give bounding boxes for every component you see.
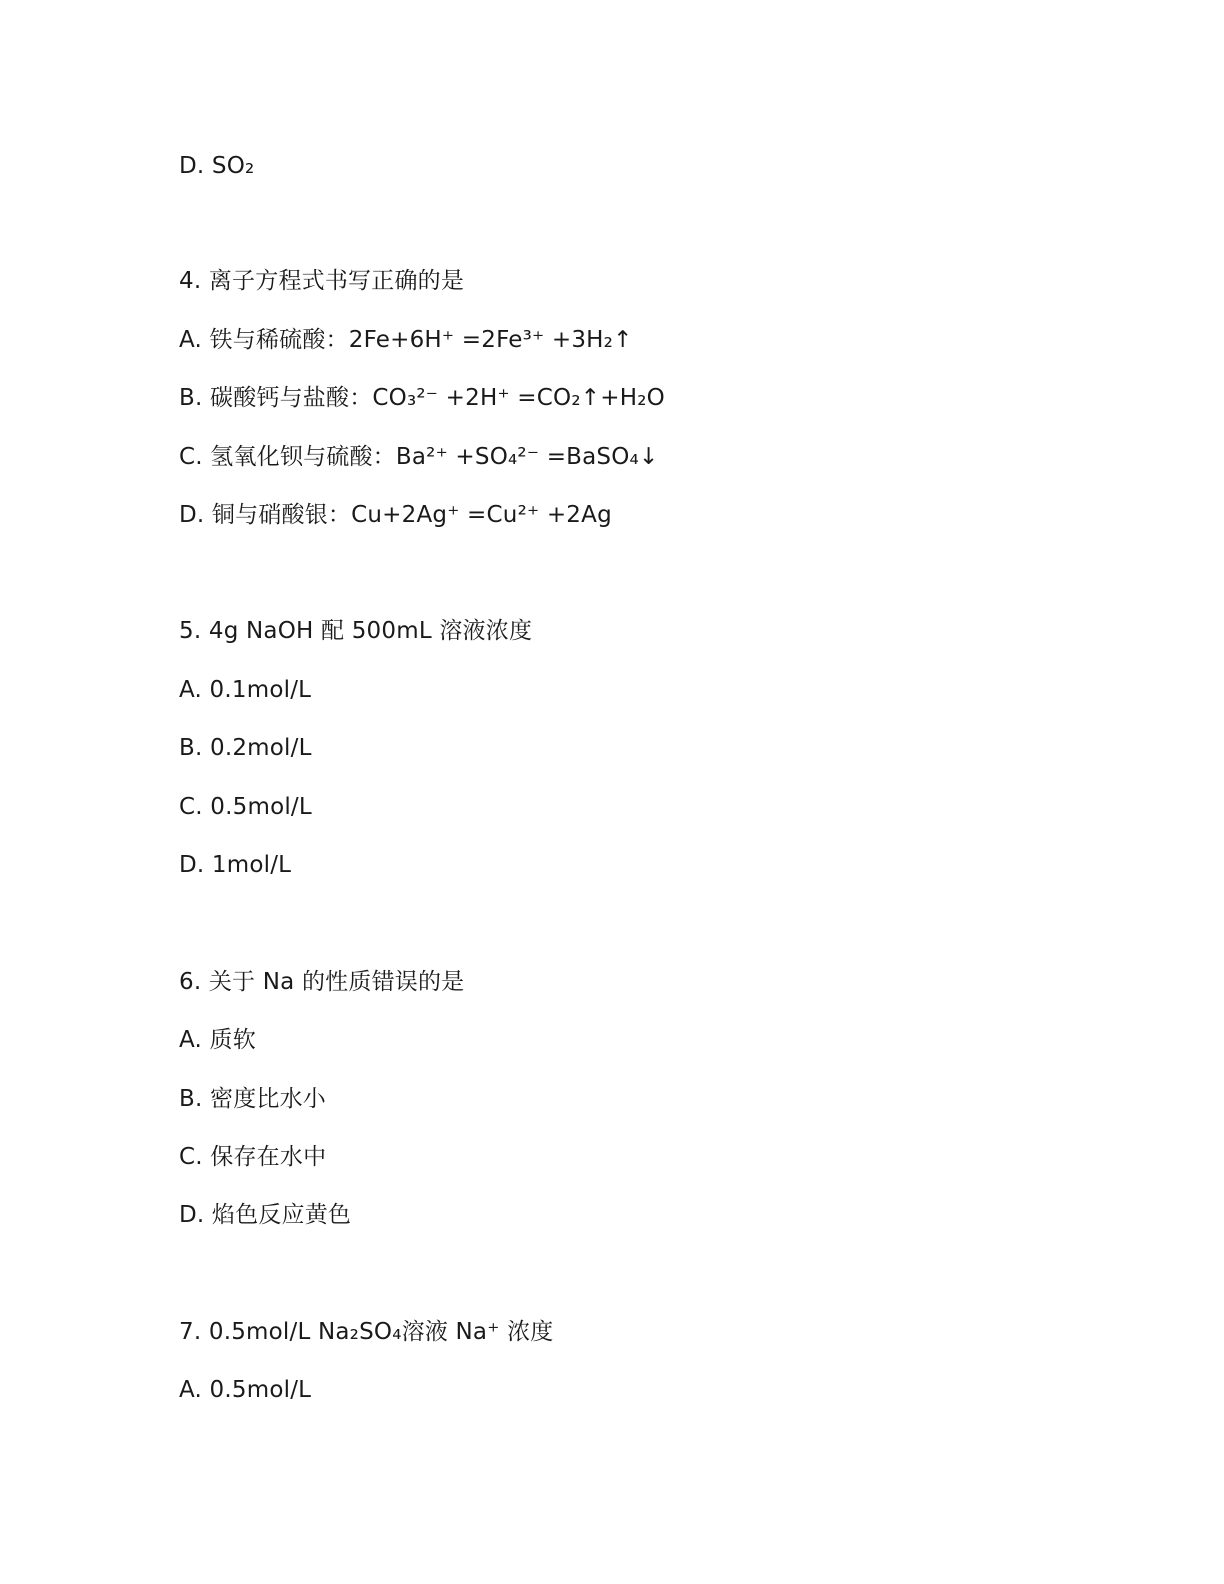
q4-option-d: D. 铜与硝酸银：Cu+2Ag⁺ =Cu²⁺ +2Ag [179,502,612,528]
q4-option-a: A. 铁与稀硫酸：2Fe+6H⁺ =2Fe³⁺ +3H₂↑ [179,327,633,353]
q6-stem: 6. 关于 Na 的性质错误的是 [179,969,465,995]
q5-option-c: C. 0.5mol/L [179,794,312,820]
q4-stem: 4. 离子方程式书写正确的是 [179,268,465,294]
q5-stem: 5. 4g NaOH 配 500mL 溶液浓度 [179,618,533,644]
q6-option-c: C. 保存在水中 [179,1144,327,1170]
q6-option-a: A. 质软 [179,1027,256,1053]
q4-option-b: B. 碳酸钙与盐酸：CO₃²⁻ +2H⁺ =CO₂↑+H₂O [179,385,665,411]
q5-option-d: D. 1mol/L [179,852,292,878]
q6-option-d: D. 焰色反应黄色 [179,1202,352,1228]
q3-option-d: D. SO₂ [179,153,255,179]
q5-option-a: A. 0.1mol/L [179,677,312,703]
q6-option-b: B. 密度比水小 [179,1086,327,1112]
q5-option-b: B. 0.2mol/L [179,735,312,761]
q4-option-c: C. 氢氧化钡与硫酸：Ba²⁺ +SO₄²⁻ =BaSO₄↓ [179,444,659,470]
q7-option-a: A. 0.5mol/L [179,1377,312,1403]
q7-stem: 7. 0.5mol/L Na₂SO₄溶液 Na⁺ 浓度 [179,1319,554,1345]
